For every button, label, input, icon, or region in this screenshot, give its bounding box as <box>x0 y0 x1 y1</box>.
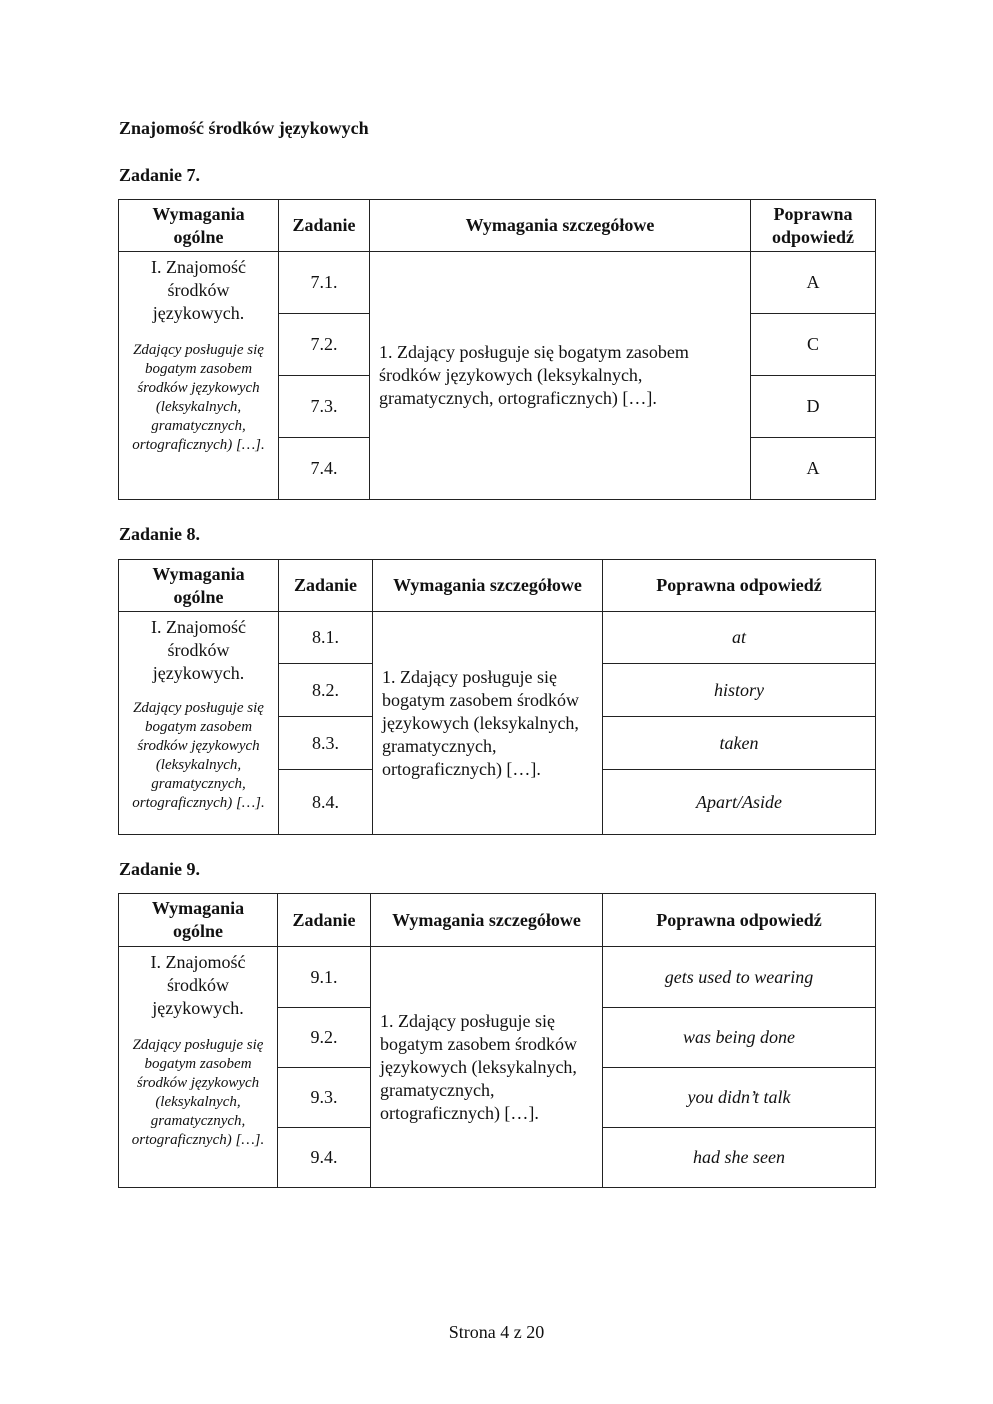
section-title: Znajomość środków językowych <box>119 118 369 138</box>
task-8-table <box>118 559 876 835</box>
general-requirement-cell <box>119 252 279 500</box>
answer-cell: you didn’t talk <box>603 1068 876 1128</box>
answer-cell: had she seen <box>603 1128 876 1188</box>
header-general: Wymagania ogólne <box>119 560 279 612</box>
answer-cell: D <box>751 376 876 438</box>
table-row <box>119 947 876 1008</box>
task-9-table <box>118 893 876 1188</box>
task-number: 7.2. <box>279 314 370 376</box>
task-number: 9.2. <box>278 1008 371 1068</box>
task-number: 8.3. <box>279 717 373 770</box>
general-requirement-italic: Zdający posługuje się bogatym zasobem środków językowych (leksykalnych, gramatycznych, ortograficznych) […]. <box>132 700 265 811</box>
detailed-requirement-cell: 1. Zdający posługuje się bogatym zasobem środków językowych (leksykalnych, gramatycznych, ortograficznych) […]. <box>371 947 603 1188</box>
header-detailed: Wymagania szczegółowe <box>371 894 603 947</box>
header-task: Zadanie <box>278 894 371 947</box>
answer-cell: A <box>751 252 876 314</box>
header-detailed: Wymagania szczegółowe <box>370 200 751 252</box>
general-requirement-italic: Zdający posługuje się bogatym zasobem środków językowych (leksykalnych, gramatycznych, ortograficznych) […]. <box>131 1037 265 1148</box>
general-requirement-main: I. Znajomość środków językowych. <box>150 952 246 1018</box>
task-number: 7.1. <box>279 252 370 314</box>
header-answer: Poprawna odpowiedź <box>751 200 876 252</box>
task-number: 7.3. <box>279 376 370 438</box>
task-8-title: Zadanie 8. <box>119 524 201 544</box>
answer-cell: was being done <box>603 1008 876 1068</box>
task-number: 9.1. <box>278 947 371 1008</box>
detailed-requirement-cell: 1. Zdający posługuje się bogatym zasobem środków językowych (leksykalnych, gramatycznych, ortograficznych) […]. <box>373 612 603 835</box>
answer-cell: history <box>603 664 876 717</box>
answer-cell: C <box>751 314 876 376</box>
task-7-title: Zadanie 7. <box>119 165 201 185</box>
task-7-table <box>118 199 876 500</box>
table-row <box>119 612 876 664</box>
task-number: 8.2. <box>279 664 373 717</box>
page-number: Strona 4 z 20 <box>448 1322 545 1342</box>
task-number: 9.4. <box>278 1128 371 1188</box>
answer-cell: at <box>603 612 876 664</box>
table-row <box>119 252 876 314</box>
general-requirement-cell <box>119 612 279 835</box>
answer-cell: taken <box>603 717 876 770</box>
header-answer: Poprawna odpowiedź <box>603 894 876 947</box>
general-requirement-italic: Zdający posługuje się bogatym zasobem środków językowych (leksykalnych, gramatycznych, ortograficznych) […]. <box>132 342 265 453</box>
task-7-header-row <box>119 200 876 252</box>
header-detailed: Wymagania szczegółowe <box>373 560 603 612</box>
task-9-title: Zadanie 9. <box>119 859 201 879</box>
answer-cell: Apart/Aside <box>603 770 876 835</box>
general-requirement-cell <box>119 947 278 1188</box>
answer-cell: A <box>751 438 876 500</box>
header-general: Wymagania ogólne <box>119 200 279 252</box>
header-task: Zadanie <box>279 200 370 252</box>
general-requirement-main: I. Znajomość środków językowych. <box>151 257 246 323</box>
detailed-requirement-cell: 1. Zdający posługuje się bogatym zasobem środków językowych (leksykalnych, gramatycznych, ortograficznych) […]. <box>370 252 751 500</box>
header-task: Zadanie <box>279 560 373 612</box>
task-9-header-row <box>119 894 876 947</box>
header-general: Wymagania ogólne <box>119 894 278 947</box>
task-number: 7.4. <box>279 438 370 500</box>
task-number: 8.1. <box>279 612 373 664</box>
header-answer: Poprawna odpowiedź <box>603 560 876 612</box>
general-requirement-main: I. Znajomość środków językowych. <box>151 617 246 683</box>
task-8-header-row <box>119 560 876 612</box>
task-number: 9.3. <box>278 1068 371 1128</box>
task-number: 8.4. <box>279 770 373 835</box>
answer-cell: gets used to wearing <box>603 947 876 1008</box>
